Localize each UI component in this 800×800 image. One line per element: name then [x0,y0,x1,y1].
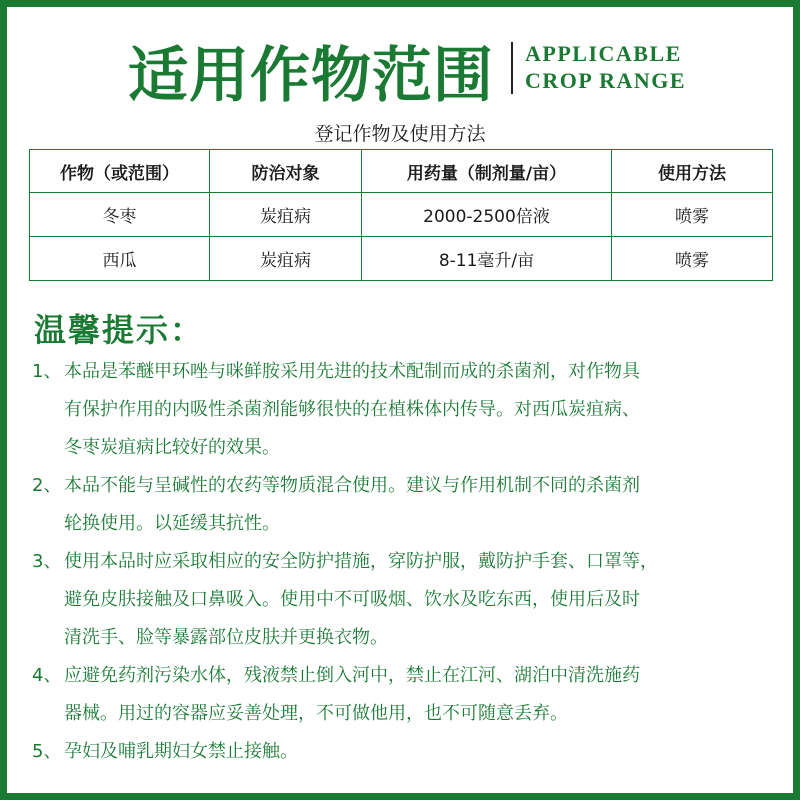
tip-number: 2、 [32,475,62,496]
column-header: 防治对象 [210,150,362,193]
table-cell: 喷雾 [612,193,773,237]
english-title-line-2: CROP RANGE [525,68,687,93]
table-caption: 登记作物及使用方法 [314,123,486,145]
table-header-row [30,150,773,193]
column-header: 作物（或范围） [30,150,210,193]
column-header: 使用方法 [612,150,773,193]
table-cell: 2000-2500倍液 [362,193,612,237]
table-cell: 冬枣 [30,193,210,237]
table-cell: 喷雾 [612,237,773,281]
tip-text: 本品是苯醚甲环唑与咪鲜胺采用先进的技术配制而成的杀菌剂，对作物具 有保护作用的内吸性杀菌剂能够很快的在植株体内传导。对西瓜炭疽病、 冬枣炭疽病比较好的效果。 [64,361,640,458]
list-item [32,657,777,733]
list-item [32,353,777,467]
table-cell: 西瓜 [30,237,210,281]
header [0,22,800,112]
tips-list [32,353,777,771]
tip-text: 使用本品时应采取相应的安全防护措施，穿防护服，戴防护手套、口罩等， 避免皮肤接触及口鼻吸入。使用中不可吸烟、饮水及吃东西，使用后及时 清洗手、脸等暴露部位皮肤并更换衣物。 [64,551,658,648]
page-title: 适用作物范围 [128,41,494,111]
english-title [525,40,686,94]
tip-text: 本品不能与呈碱性的农药等物质混合使用。建议与作用机制不同的杀菌剂 轮换使用。以延缓其抗性。 [64,475,640,534]
table-row [30,193,773,237]
tip-text: 孕妇及哺乳期妇女禁止接触。 [64,741,298,762]
tip-number: 5、 [32,741,62,762]
list-item [32,543,777,657]
table-cell: 8-11毫升/亩 [362,237,612,281]
tip-number: 1、 [32,361,62,382]
list-item [32,467,777,543]
table-cell: 炭疽病 [210,193,362,237]
registration-table [29,149,773,281]
list-item [32,733,777,771]
tips-title: 温馨提示： [34,311,205,349]
table-row [30,237,773,281]
english-title-line-1: APPLICABLE [525,41,682,66]
tip-text: 应避免药剂污染水体，残液禁止倒入河中，禁止在江河、湖泊中清洗施药 器械。用过的容器应妥善处理，不可做他用，也不可随意丢弃。 [64,665,640,724]
tip-number: 3、 [32,551,62,572]
tip-number: 4、 [32,665,62,686]
column-header: 用药量（制剂量/亩） [362,150,612,193]
title-divider [511,42,513,94]
table-cell: 炭疽病 [210,237,362,281]
